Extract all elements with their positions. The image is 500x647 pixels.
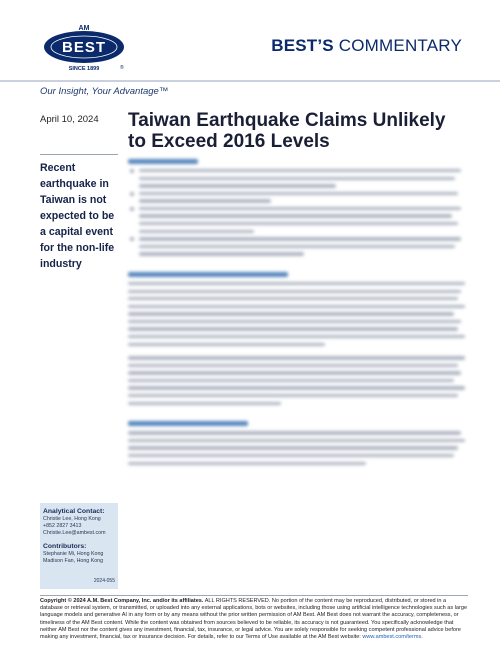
copyright-text: ALL RIGHTS RESERVED. No portion of the content may be reproduced, distributed, or stored in a database or retrieval system, or transmitted, or uploaded into any external applications, bots or websites, including those using artificial intelligence technologies such as large language models and generative AI in any form or by any means without the prior written permission of AM Best. AM Best does not warrant the accuracy, completeness, or timeliness of the AM Best content. While the content was obtained from sources believed to be reliable, its accuracy is not guaranteed. You specifically acknowledge that neither AM Best nor the content gives any investment, financial, tax, insurance, or legal advice. You are solely responsible for seeking competent professional advice before making any investment, financial, tax or insurance decision. For details, refer to our Terms of Use available at the AM Best website: — [40, 598, 468, 641]
copyright-end: . — [421, 634, 423, 641]
contributors-heading: Contributors: — [43, 543, 87, 550]
analytical-contacts-box — [40, 503, 118, 589]
bullet-item — [128, 207, 468, 237]
section-heading — [128, 159, 198, 164]
bullet-icon — [130, 192, 134, 196]
report-code: 2024-055 — [93, 578, 115, 584]
bullet-item — [128, 237, 468, 260]
section-heading — [128, 272, 288, 277]
logo-registered-mark: ® — [120, 65, 124, 71]
contact-line: Christie Lee, Hong Kong — [43, 516, 101, 522]
copyright-notice — [40, 598, 470, 641]
article-title: Taiwan Earthquake Claims Unlikely to Exceed 2016 Levels — [128, 110, 446, 152]
bullet-icon — [130, 169, 134, 173]
bullet-icon — [130, 207, 134, 211]
contact-line: +852 2827 3413 — [43, 523, 82, 529]
bullet-item — [128, 169, 468, 192]
tagline: Our Insight, Your Advantage™ — [40, 86, 169, 97]
copyright-bold: Copyright © 2024 A.M. Best Company, Inc. and/or its affiliates. — [40, 598, 204, 604]
commentary-bold-text: BEST’S — [271, 36, 334, 55]
publication-date: April 10, 2024 — [40, 114, 99, 125]
commentary-rest-text: COMMENTARY — [333, 36, 462, 55]
logo-sub-text: SINCE 1899 — [68, 66, 100, 72]
bullet-icon — [130, 237, 134, 241]
header-divider — [0, 80, 500, 82]
footer-divider — [40, 595, 468, 596]
bullet-item — [128, 192, 468, 207]
am-best-logo — [40, 20, 128, 72]
article-body-blurred — [128, 153, 468, 563]
sidebar-callout: Recent earthquake in Taiwan is not expected to be a capital event for the non-life industry — [40, 162, 115, 270]
logo-top-text: AM — [78, 25, 90, 32]
contributor-line: Stephanie Mi, Hong Kong — [43, 551, 104, 557]
analytical-contact-heading: Analytical Contact: — [43, 508, 105, 515]
contact-email[interactable]: Christie.Lee@ambest.com — [43, 530, 106, 536]
bests-commentary-heading — [271, 36, 462, 56]
sidebar-divider — [40, 154, 118, 155]
terms-link[interactable]: www.ambest.com/terms — [362, 634, 422, 641]
logo-main-text: BEST — [61, 39, 107, 56]
contributor-line: Madison Fan, Hong Kong — [43, 558, 104, 564]
section-heading — [128, 421, 248, 426]
